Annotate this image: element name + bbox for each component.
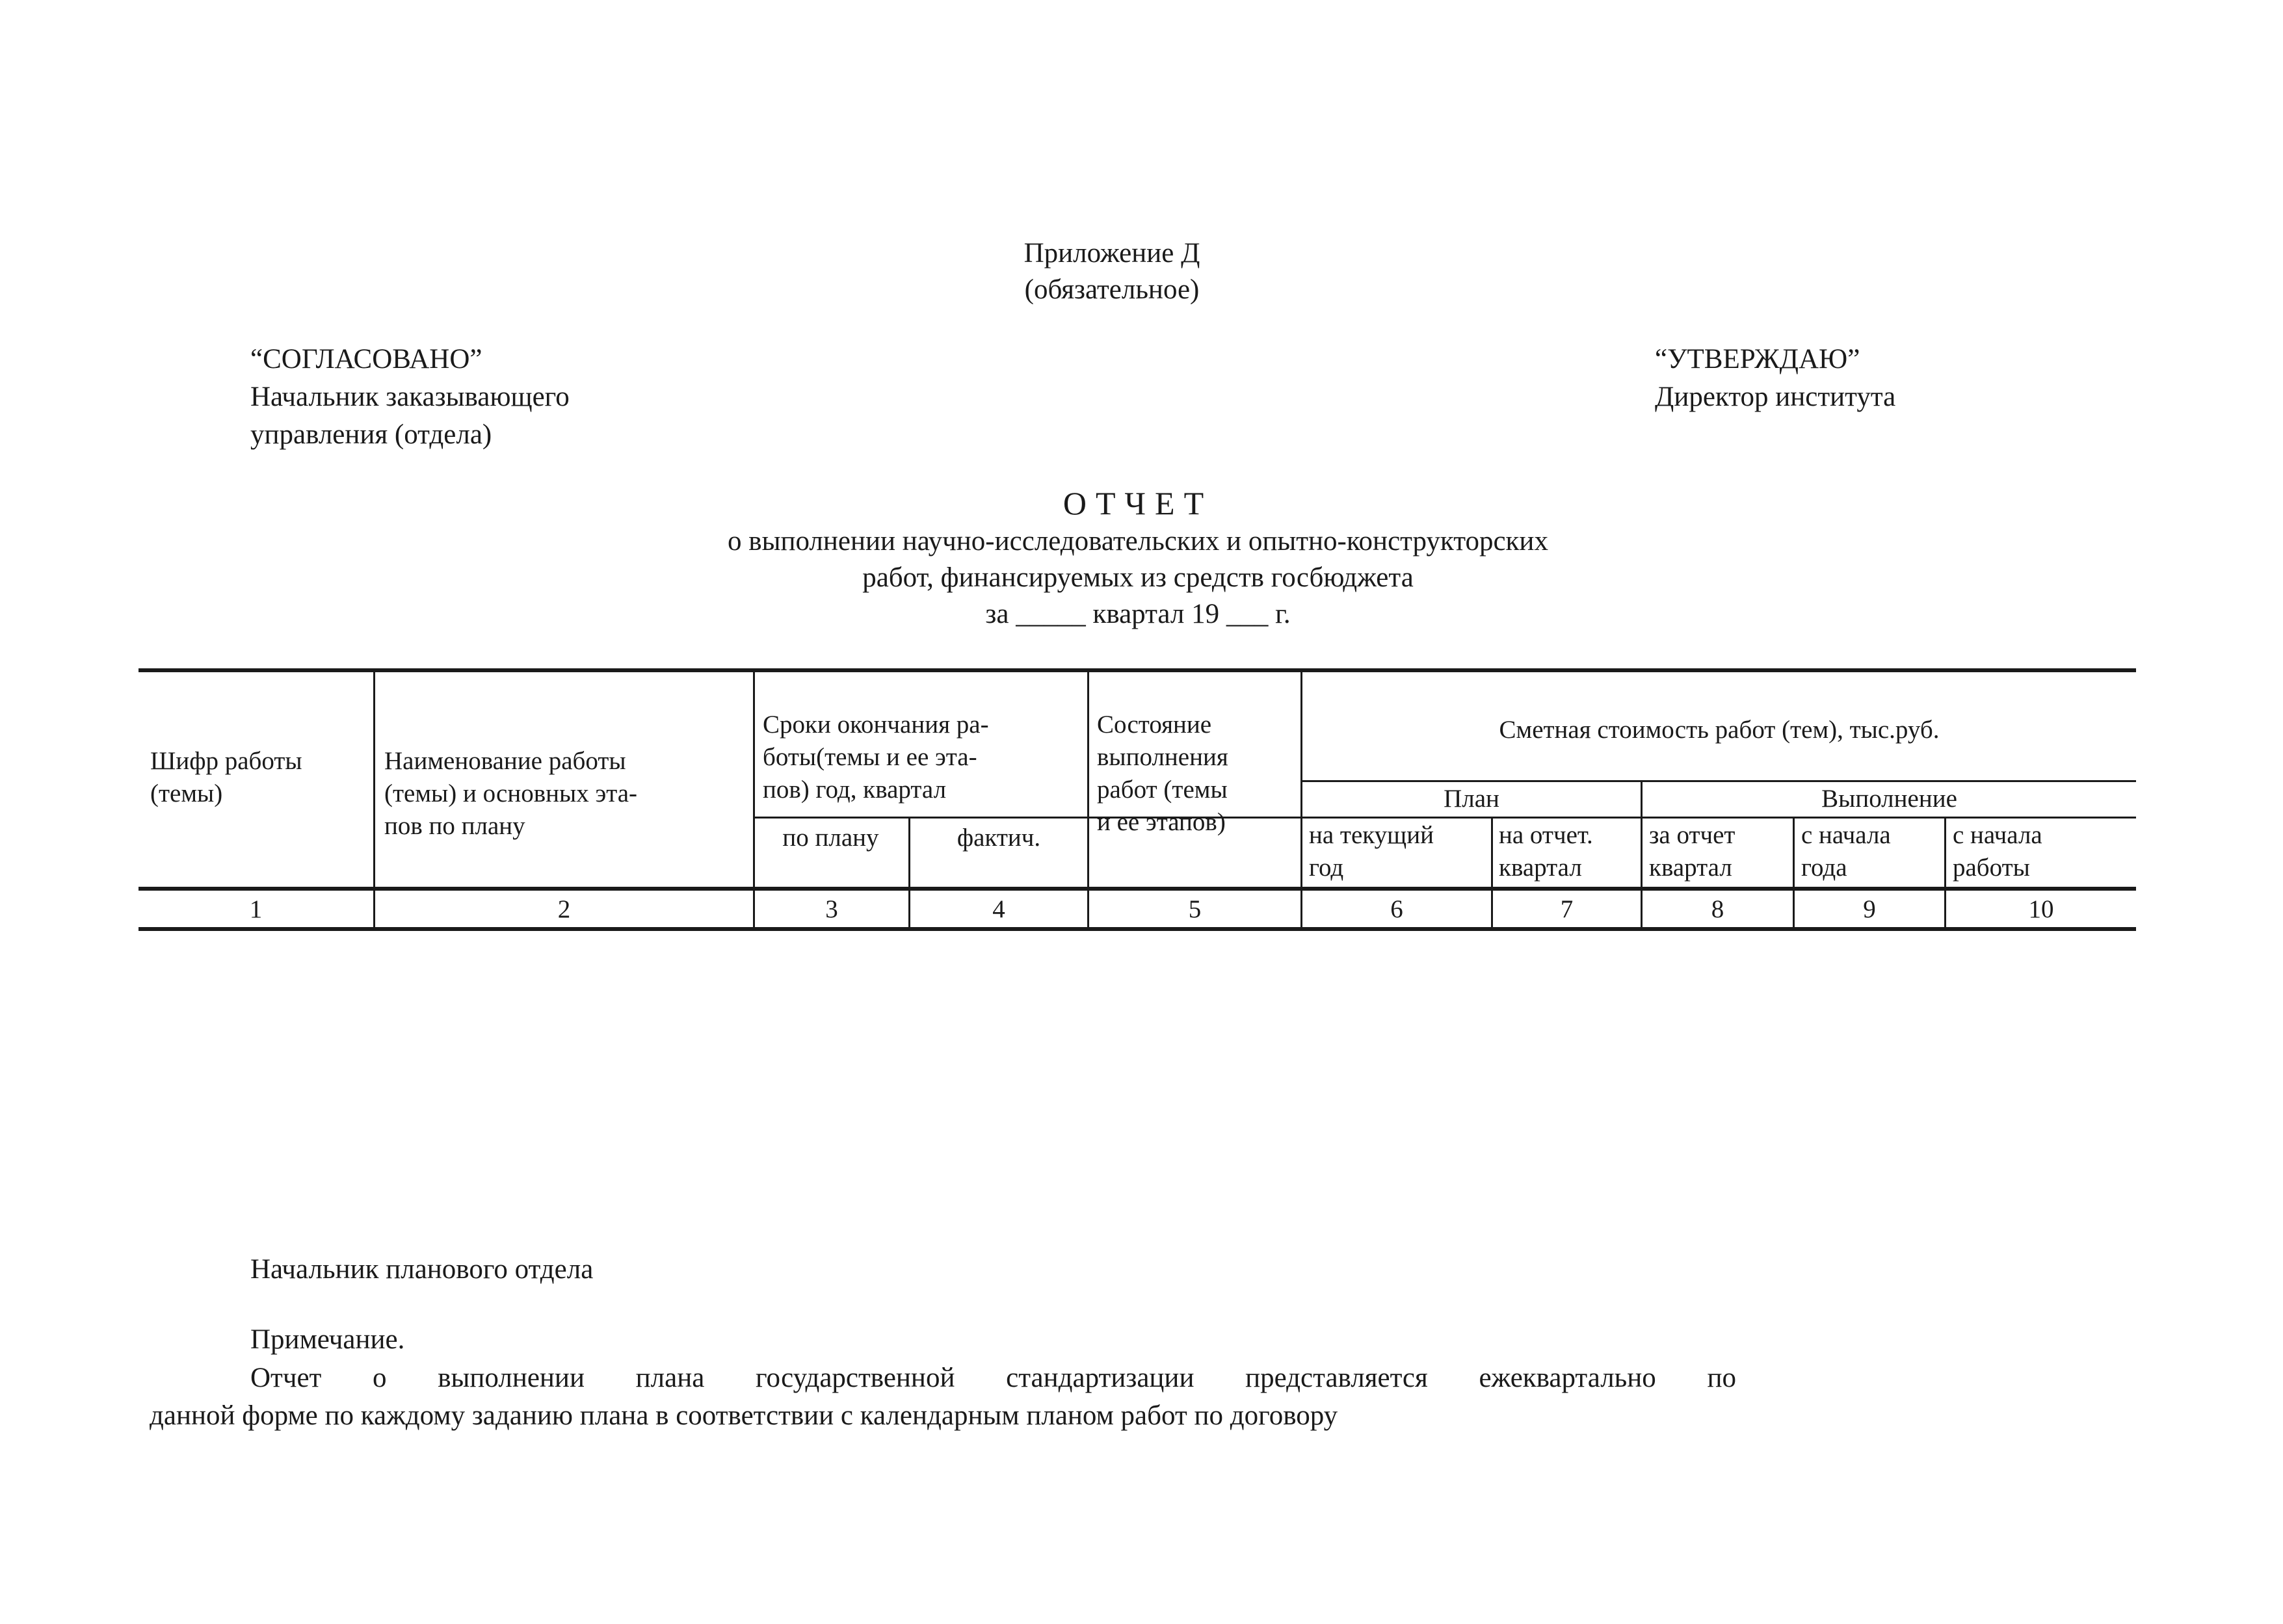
header-col7: на отчет. квартал bbox=[1499, 821, 1593, 882]
signature-label: Начальник планового отдела bbox=[250, 1254, 594, 1285]
approval-left-line2: управления (отдела) bbox=[250, 419, 492, 450]
header-col6: на текущий год bbox=[1309, 821, 1434, 882]
header-bottom-rule bbox=[139, 887, 2136, 891]
header-col8: за отчет квартал bbox=[1649, 821, 1735, 882]
header-deadlines-plan: по плану bbox=[782, 824, 879, 852]
table-bottom-rule bbox=[139, 927, 2136, 931]
col-divider bbox=[373, 668, 375, 931]
approval-right-heading: “УТВЕРЖДАЮ” bbox=[1655, 344, 1860, 374]
header-cost: Сметная стоимость работ (тем), тыс.руб. bbox=[1499, 716, 1940, 744]
approval-left-heading: “СОГЛАСОВАНО” bbox=[250, 344, 482, 374]
column-number: 4 bbox=[992, 895, 1005, 923]
note-line1: Отчет о выполнении плана государственной стандартизации представляется ежеквартально по bbox=[250, 1363, 1736, 1393]
column-number: 3 bbox=[825, 895, 838, 923]
report-line2: работ, финансируемых из средств госбюджета bbox=[862, 562, 1414, 593]
note-line2: данной форме по каждому заданию плана в соответствии с календарным планом работ по договору bbox=[150, 1400, 1338, 1431]
column-number: 6 bbox=[1390, 895, 1403, 923]
col-divider bbox=[753, 668, 755, 931]
header-execution: Выполнение bbox=[1821, 785, 1957, 813]
column-number: 1 bbox=[249, 895, 263, 923]
header-deadlines-actual: фактич. bbox=[957, 824, 1041, 852]
header-col9: с начала года bbox=[1801, 821, 1891, 882]
header-col10: с начала работы bbox=[1953, 821, 2042, 882]
report-line1: о выполнении научно-исследовательских и опытно-конструкторских bbox=[728, 526, 1548, 557]
approval-left-line1: Начальник заказывающего bbox=[250, 382, 570, 412]
col-divider bbox=[1087, 668, 1089, 931]
header-plan: План bbox=[1444, 785, 1499, 813]
column-number: 8 bbox=[1711, 895, 1724, 923]
appendix-subtitle: (обязательное) bbox=[1024, 274, 1200, 305]
header-deadlines: Сроки окончания ра- боты(темы и ее эта- пов) год, квартал bbox=[763, 711, 989, 804]
report-title: ОТЧЕТ bbox=[1062, 485, 1213, 521]
report-table bbox=[139, 668, 2136, 935]
appendix-title: Приложение Д bbox=[1023, 238, 1200, 268]
header-status: Состояние выполнения работ (темы и ее этапов) bbox=[1097, 711, 1228, 836]
header-code: Шифр работы (темы) bbox=[150, 747, 302, 807]
rule-under-cost bbox=[1300, 780, 2136, 782]
column-number: 2 bbox=[557, 895, 571, 923]
table-top-rule bbox=[139, 668, 2136, 672]
approval-right-line1: Директор института bbox=[1655, 382, 1896, 412]
report-line3: за _____ квартал 19 ___ г. bbox=[985, 599, 1291, 629]
column-number: 10 bbox=[2028, 895, 2054, 923]
note-label: Примечание. bbox=[250, 1324, 405, 1355]
column-number: 5 bbox=[1188, 895, 1202, 923]
rule-under-subheads bbox=[753, 817, 2136, 819]
header-name: Наименование работы (темы) и основных эта- пов по плану bbox=[384, 747, 638, 840]
column-number: 7 bbox=[1560, 895, 1574, 923]
column-number: 9 bbox=[1863, 895, 1876, 923]
